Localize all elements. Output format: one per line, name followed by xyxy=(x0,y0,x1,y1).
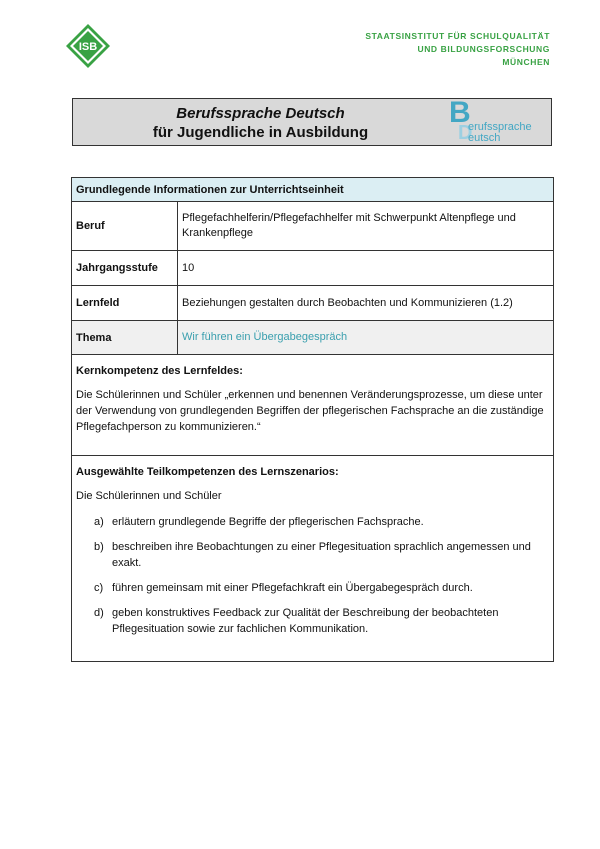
logo-letter-b: B xyxy=(449,96,471,129)
item-text: erläutern grundlegende Begriffe der pflegerischen Fachsprache. xyxy=(112,516,424,528)
logo-word-1: erufssprache xyxy=(468,121,532,133)
list-item xyxy=(94,580,549,596)
title-line-1: Berufssprache Deutsch xyxy=(176,105,345,122)
isb-logo-text: ISB xyxy=(78,41,98,53)
title-box xyxy=(72,98,552,146)
item-letter: d) xyxy=(94,607,104,619)
row-value: Beziehungen gestalten durch Beobachten und Kommunizieren (1.2) xyxy=(182,296,513,309)
institute-line: UND BILDUNGSFORSCHUNG xyxy=(417,44,550,54)
item-text: beschreiben ihre Beobachtungen zu einer Pflegesituation sprachlich angemessen und exakt. xyxy=(112,541,531,569)
institute-line: STAATSINSTITUT FÜR SCHULQUALITÄT xyxy=(365,31,550,41)
table-row-jahrgangsstufe xyxy=(72,251,553,286)
table-row-lernfeld xyxy=(72,286,553,321)
berufssprache-deutsch-logo xyxy=(449,96,551,144)
row-value: Wir führen ein Übergabegespräch xyxy=(182,321,549,354)
item-letter: c) xyxy=(94,582,104,594)
isb-logo xyxy=(64,22,112,70)
table-row-beruf xyxy=(72,202,553,251)
item-letter: b) xyxy=(94,541,104,553)
row-value: 10 xyxy=(182,261,195,274)
kernkompetenz-text: Die Schülerinnen und Schüler „erkennen und benennen Veränderungsprozesse, um diese unter der Verwendung von grundlegenden Begriffen der pflegerischen Fachsprache an die zuständige Pflegefachperson zu kommunizieren.“ xyxy=(76,389,544,433)
kernkompetenz-section xyxy=(72,355,553,456)
teilkompetenzen-section xyxy=(72,456,553,661)
logo-letter-d: D xyxy=(458,122,473,144)
logo-word-2: eutsch xyxy=(468,132,501,144)
row-label: Jahrgangsstufe xyxy=(72,251,178,285)
table-row-thema xyxy=(72,321,553,355)
list-item xyxy=(94,514,549,530)
row-label: Lernfeld xyxy=(72,286,178,320)
teilkompetenzen-list xyxy=(94,514,549,637)
item-letter: a) xyxy=(94,516,104,528)
item-text: führen gemeinsam mit einer Pflegefachkraft ein Übergabegespräch durch. xyxy=(112,582,473,594)
institute-line: MÜNCHEN xyxy=(502,57,550,67)
list-item xyxy=(94,539,549,571)
row-value: Pflegefachhelferin/Pflegefachhelfer mit Schwerpunkt Altenpflege und Krankenpflege xyxy=(182,212,516,239)
teilkompetenzen-intro: Die Schülerinnen und Schüler xyxy=(76,490,222,502)
kernkompetenz-heading: Kernkompetenz des Lernfeldes: xyxy=(76,365,243,377)
row-label: Thema xyxy=(72,321,178,354)
table-heading: Grundlegende Informationen zur Unterrichtseinheit xyxy=(72,178,553,202)
teilkompetenzen-heading: Ausgewählte Teilkompetenzen des Lernszenarios: xyxy=(76,466,339,478)
title-line-2: für Jugendliche in Ausbildung xyxy=(152,124,369,141)
document-title xyxy=(73,104,448,142)
institute-name xyxy=(365,30,550,69)
lesson-info-table xyxy=(71,177,554,662)
item-text: geben konstruktives Feedback zur Qualität der Beschreibung der beobachteten Pflegesituation sowie zur fachlichen Kommunikation. xyxy=(112,607,499,635)
row-label: Beruf xyxy=(72,202,178,250)
list-item xyxy=(94,605,549,637)
